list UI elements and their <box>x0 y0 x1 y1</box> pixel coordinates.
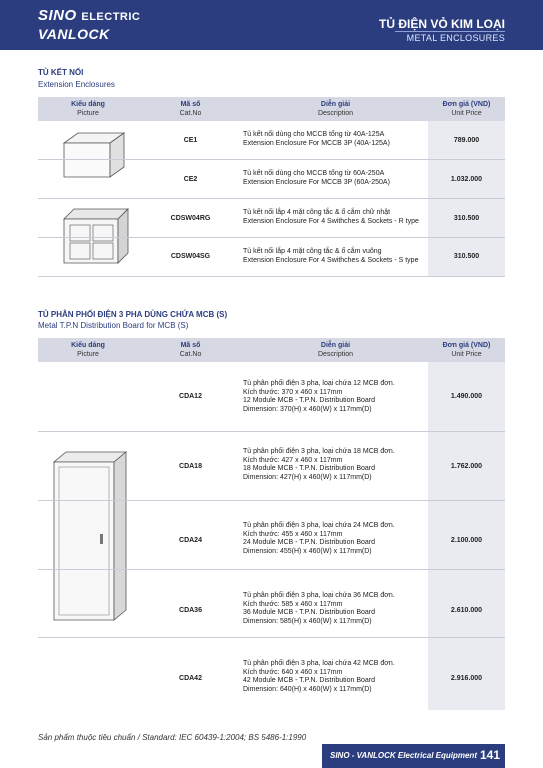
cat-no: CDA42 <box>179 675 202 682</box>
row-description: Tủ kết nối lắp 4 mặt công tắc & ổ cắm vuông Extension Enclosure For 4 Swithches & Sockets - S type <box>243 248 419 264</box>
table-header <box>38 97 505 121</box>
page-number: 141 <box>480 748 501 762</box>
brand-electric: ELECTRIC <box>81 11 141 23</box>
row-description: Tủ phân phối điện 3 pha, loại chứa 42 MCB đơn. Kích thước: 640 x 460 x 117mm 42 Module MCB - T.P.N. Distribution Board Dimension: 640(H) x 460(W) x 117mm(D) <box>243 660 395 693</box>
row-description: Tủ phân phối điện 3 pha, loại chứa 18 MCB đơn. Kích thước: 427 x 460 x 117mm 18 Module MCB - T.P.N. Distribution Board Dimension: 427(H) x 460(W) x 117mm(D) <box>243 448 395 481</box>
standard-note: Sản phẩm thuộc tiêu chuẩn / Standard: IEC 60439-1:2004; BS 5486-1:1990 <box>38 733 307 742</box>
section1-title: TỦ KẾT NỐI <box>38 68 84 77</box>
table-row <box>38 570 505 638</box>
cat-no: CE2 <box>183 176 198 183</box>
unit-price: 1.762.000 <box>450 463 483 470</box>
row-description: Tủ phân phối điện 3 pha, loại chứa 36 MCB đơn. Kích thước: 585 x 460 x 117mm 36 Module MCB - T.P.N. Distribution Board Dimension: 585(H) x 460(W) x 117mm(D) <box>243 592 395 625</box>
header-divider <box>395 31 505 32</box>
col-description: Diễn giải Description <box>317 342 353 358</box>
col-catno: Mã số Cat.No <box>179 101 202 117</box>
cat-no: CDSW04SG <box>170 253 211 260</box>
unit-price: 2.916.000 <box>450 675 483 682</box>
table-row <box>38 432 505 501</box>
section2-title: TỦ PHÂN PHỐI ĐIỆN 3 PHA DÙNG CHỨA MCB (S) <box>38 310 228 319</box>
col-picture: Kiểu dáng Picture <box>71 101 105 117</box>
footer-brand: SINO - VANLOCK Electrical Equipment <box>330 751 477 760</box>
cat-no: CDA36 <box>179 607 202 614</box>
cat-no: CDA12 <box>179 393 202 400</box>
sino-logo <box>38 7 140 24</box>
cat-no: CE1 <box>183 137 198 144</box>
extension-table <box>38 97 505 277</box>
section1-subtitle: Extension Enclosures <box>38 80 115 89</box>
table-row <box>38 121 505 160</box>
distribution-board-table <box>38 338 505 710</box>
table-row <box>38 160 505 199</box>
page-header <box>0 0 543 50</box>
page-subtitle: METAL ENCLOSURES <box>406 33 505 43</box>
row-description: Tủ phân phối điện 3 pha, loại chứa 24 MCB đơn. Kích thước: 455 x 460 x 117mm 24 Module MCB - T.P.N. Distribution Board Dimension: 455(H) x 460(W) x 117mm(D) <box>243 522 395 555</box>
col-catno: Mã số Cat.No <box>179 342 202 358</box>
unit-price: 789.000 <box>453 137 480 144</box>
col-price: Đơn giá (VND) Unit Price <box>442 101 491 117</box>
section2-subtitle: Metal T.P.N Distribution Board for MCB (S) <box>38 321 189 330</box>
row-description: Tủ kết nối dùng cho MCCB tổng từ 40A-125A Extension Enclosure For MCCB 3P (40A-125A) <box>243 131 390 147</box>
unit-price: 1.490.000 <box>450 393 483 400</box>
cat-no: CDA24 <box>179 537 202 544</box>
row-description: Tủ kết nối dùng cho MCCB tổng từ 60A-250A Extension Enclosure For MCCB 3P (60A-250A) <box>243 170 390 186</box>
col-picture: Kiểu dáng Picture <box>71 342 105 358</box>
col-price: Đơn giá (VND) Unit Price <box>442 342 491 358</box>
table-header <box>38 338 505 362</box>
col-description: Diễn giải Description <box>317 101 353 117</box>
unit-price: 1.032.000 <box>450 176 483 183</box>
unit-price: 2.100.000 <box>450 537 483 544</box>
row-description: Tủ phân phối điện 3 pha, loại chứa 12 MCB đơn. Kích thước: 370 x 460 x 117mm 12 Module MCB - T.P.N. Distribution Board Dimension: 370(H) x 460(W) x 117mm(D) <box>243 380 395 413</box>
unit-price: 310.500 <box>453 253 480 260</box>
unit-price: 2.610.000 <box>450 607 483 614</box>
vanlock-logo: VANLOCK <box>38 26 110 42</box>
row-description: Tủ kết nối lắp 4 mặt công tắc & ổ cắm chữ nhật Extension Enclosure For 4 Swithches & Sockets - R type <box>243 209 419 225</box>
table-row <box>38 238 505 277</box>
brand-sino: SINO <box>38 7 77 24</box>
table-row <box>38 362 505 432</box>
table-row <box>38 501 505 570</box>
page-title: TỦ ĐIỆN VỎ KIM LOẠI <box>379 17 505 31</box>
cat-no: CDSW04RG <box>170 215 211 222</box>
cat-no: CDA18 <box>179 463 202 470</box>
unit-price: 310.500 <box>453 215 480 222</box>
table-row <box>38 638 505 710</box>
table-row <box>38 199 505 238</box>
